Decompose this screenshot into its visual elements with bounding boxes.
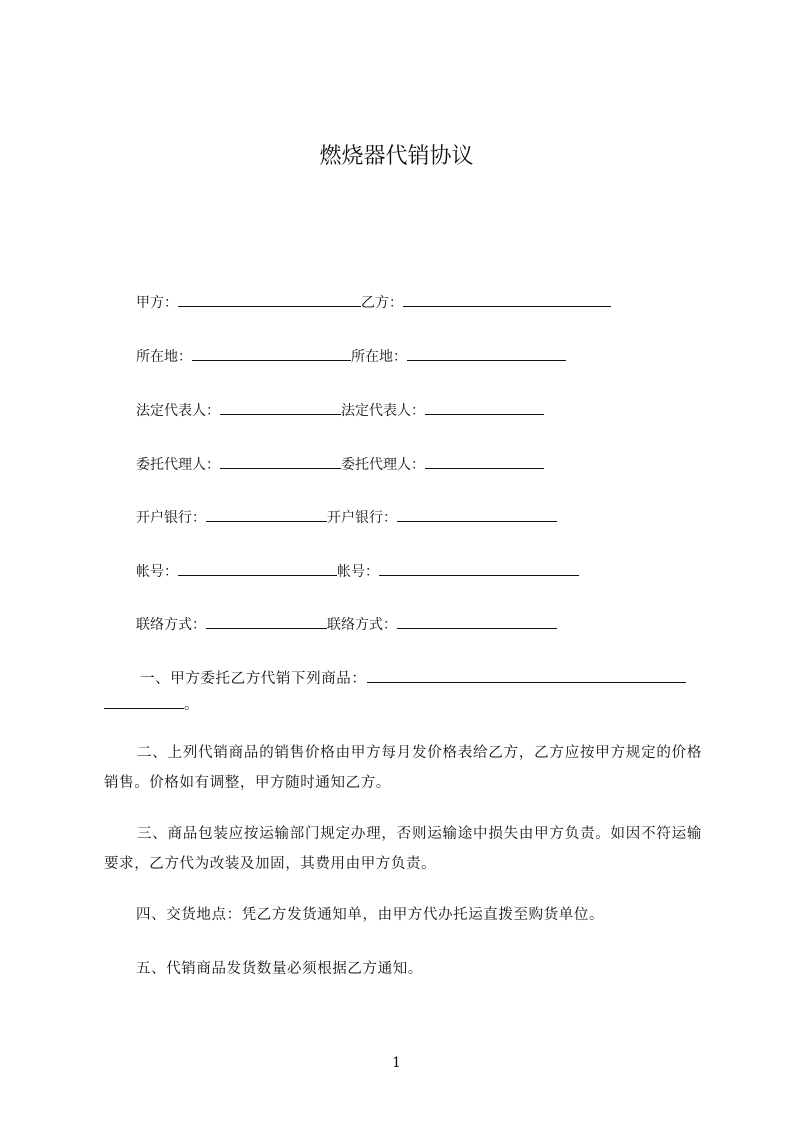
account-b-label: 帐号： <box>337 564 379 580</box>
address-b-blank[interactable] <box>407 345 566 361</box>
clause-1-text: 一、甲方委托乙方代销下列商品： <box>140 671 367 687</box>
agent-b-blank[interactable] <box>425 453 544 469</box>
legal-rep-a-blank[interactable] <box>220 399 341 415</box>
legal-rep-b-label: 法定代表人： <box>341 403 425 419</box>
page-number: 1 <box>392 1055 401 1071</box>
agent-a-label: 委托代理人： <box>136 457 220 473</box>
clause-1-goods-blank[interactable] <box>367 667 686 683</box>
bank-a-blank[interactable] <box>206 506 327 522</box>
party-a-blank[interactable] <box>178 291 361 307</box>
contact-a-blank[interactable] <box>206 613 327 629</box>
account-row <box>136 560 579 582</box>
address-b-label: 所在地： <box>351 349 407 365</box>
agent-b-label: 委托代理人： <box>341 457 425 473</box>
bank-a-label: 开户银行： <box>136 510 206 526</box>
party-a-label: 甲方： <box>136 295 178 311</box>
clause-1-end: 。 <box>184 697 200 713</box>
account-a-blank[interactable] <box>178 560 337 576</box>
address-a-label: 所在地： <box>136 349 192 365</box>
clause-1-line-2 <box>104 693 199 715</box>
legal-rep-row <box>136 399 544 421</box>
contact-b-blank[interactable] <box>397 613 557 629</box>
bank-row <box>136 506 557 528</box>
contact-b-label: 联络方式： <box>327 617 397 633</box>
account-b-blank[interactable] <box>379 560 579 576</box>
party-b-blank[interactable] <box>403 291 611 307</box>
clause-2: 二、上列代销商品的销售价格由甲方每月发价格表给乙方，乙方应按甲方规定的价格销售。价格如有调整，甲方随时通知乙方。 <box>104 745 702 791</box>
agent-a-blank[interactable] <box>220 453 341 469</box>
clause-5: 五、代销商品发货数量必须根据乙方通知。 <box>136 961 423 977</box>
document-title: 燃烧器代销协议 <box>319 144 474 169</box>
party-row <box>136 291 611 313</box>
clause-3: 三、商品包装应按运输部门规定办理，否则运输途中损失由甲方负责。如因不符运输要求，乙方代为改装及加固，其费用由甲方负责。 <box>104 826 702 872</box>
address-a-blank[interactable] <box>192 345 351 361</box>
legal-rep-a-label: 法定代表人： <box>136 403 220 419</box>
contact-row <box>136 613 557 635</box>
party-b-label: 乙方： <box>361 295 403 311</box>
legal-rep-b-blank[interactable] <box>425 399 544 415</box>
clause-4: 四、交货地点：凭乙方发货通知单，由甲方代办托运直拨至购货单位。 <box>136 907 605 923</box>
clause-1-goods-blank-cont[interactable] <box>104 693 184 709</box>
account-a-label: 帐号： <box>136 564 178 580</box>
clause-1-line-1 <box>140 667 686 689</box>
bank-b-blank[interactable] <box>397 506 557 522</box>
contact-a-label: 联络方式： <box>136 617 206 633</box>
bank-b-label: 开户银行： <box>327 510 397 526</box>
agent-row <box>136 453 544 475</box>
address-row <box>136 345 566 367</box>
